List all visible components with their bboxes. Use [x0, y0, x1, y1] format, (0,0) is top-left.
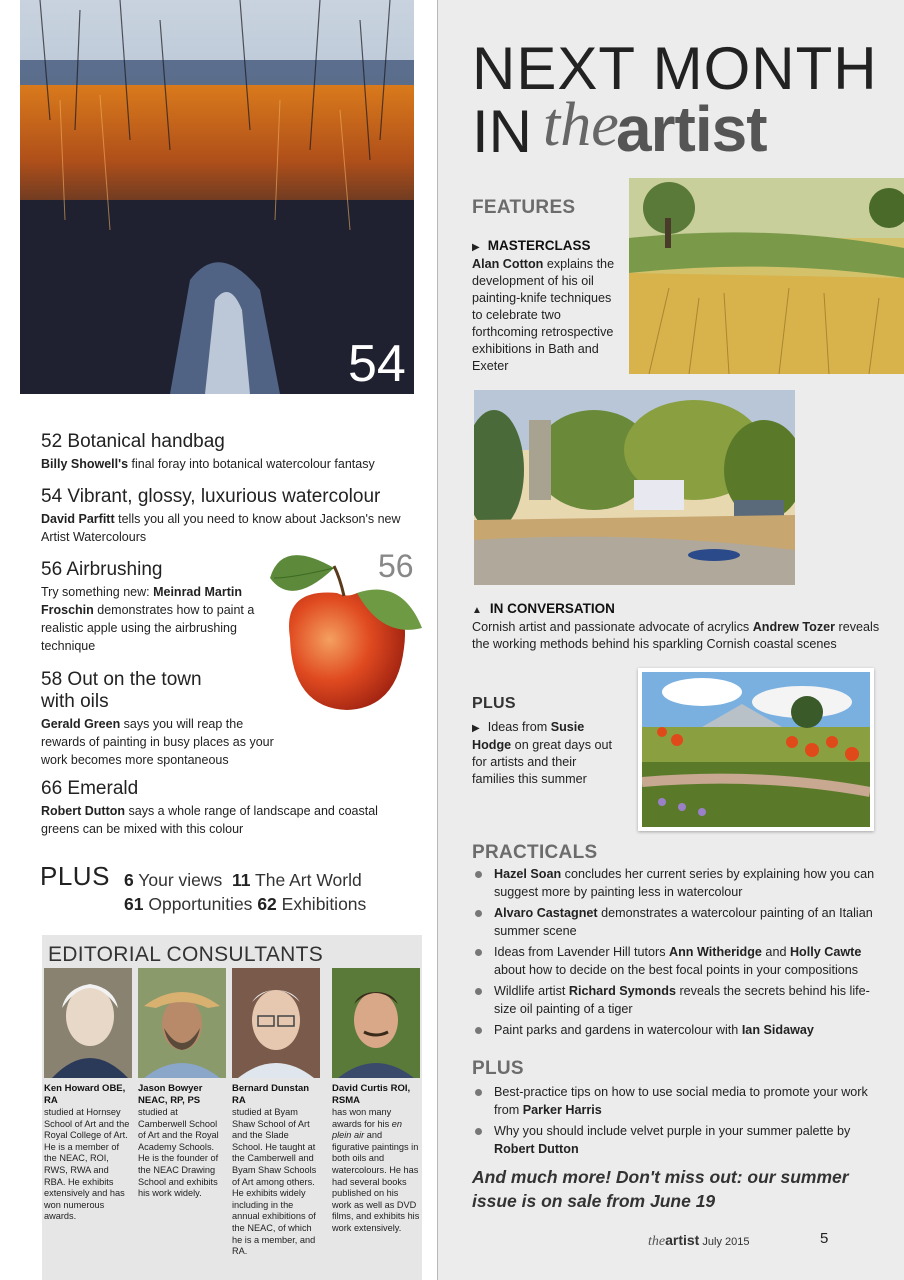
apple-painting: [262, 538, 432, 718]
list-item[interactable]: Paint parks and gardens in watercolour with Ian Sidaway: [472, 1022, 882, 1040]
title-in: IN: [472, 98, 532, 165]
features-heading: FEATURES: [472, 197, 576, 218]
toc-title: 58 Out on the town with oils: [41, 669, 202, 712]
toc-title: 56 Airbrushing: [41, 559, 163, 580]
closing-callout: And much more! Don't miss out: our summer issue is on sale from June 19: [472, 1167, 849, 1211]
toc-desc: David Parfitt tells you all you need to know about Jackson's new Artist Watercolours: [41, 512, 401, 544]
practicals-list: [472, 866, 882, 1044]
toc-title: 52 Botanical handbag: [41, 431, 225, 452]
triangle-up-icon: ▲: [472, 605, 482, 616]
toc-item-58[interactable]: [41, 669, 286, 769]
plus-heading-practicals: PLUS: [472, 1058, 524, 1079]
plus-list: 6 Your views 11 The Art World 61 Opportunities 62 Exhibitions: [124, 870, 367, 914]
masterclass-feature[interactable]: ▶ MASTERCLASS Alan Cotton explains the development of his oil painting-knife techniques to celebrate two forthcoming retrospective exhibitions in Bath and Exeter: [472, 238, 615, 373]
apple-page-badge: 56: [378, 548, 414, 584]
triangle-right-icon: ▶: [472, 242, 480, 253]
next-month-column: [438, 0, 904, 1280]
portrait-photo: [138, 968, 226, 1078]
list-item[interactable]: Alvaro Castagnet demonstrates a watercolour painting of an Italian summer scene: [472, 905, 882, 940]
toc-desc: Billy Showell's final foray into botanical watercolour fantasy: [41, 457, 375, 471]
practicals-heading: PRACTICALS: [472, 842, 598, 863]
toc-item-52[interactable]: [41, 431, 421, 473]
consultant-david-curtis: David Curtis ROI, RSMA has won many awards for his en plein air and figurative paintings in both oils and watercolours. He has had several books published on his work as well as DVD films, and exhibits his work extensively.: [332, 968, 420, 1235]
toc-item-66[interactable]: [41, 778, 401, 838]
toc-title: 66 Emerald: [41, 778, 139, 799]
contents-column: [0, 0, 437, 1280]
hero-painting: [20, 0, 414, 394]
list-item[interactable]: Wildlife artist Richard Symonds reveals the secrets behind his life-size oil painting of a tiger: [472, 983, 882, 1018]
consultant-jason-bowyer: Jason Bowyer NEAC, RP, PS studied at Camberwell School of Art and the Royal Academy Schools. He is the founder of the NEAC Drawing School and exhibits his work widely.: [138, 968, 226, 1200]
portrait-photo: [44, 968, 132, 1078]
toc-item-54[interactable]: [41, 486, 426, 546]
toc-desc: Try something new: Meinrad Martin Froschin demonstrates how to paint a realistic apple using the airbrushing technique: [41, 585, 255, 653]
next-month-title: NEXT MONTH: [472, 35, 878, 102]
list-item[interactable]: Why you should include velvet purple in your summer palette by Robert Dutton: [472, 1123, 882, 1158]
consultant-bernard-dunstan: Bernard Dunstan RA studied at Byam Shaw School of Art and the Slade School. He taught at the Camberwell and Byam Shaw Schools of Art among others. He exhibits widely including in the annual exhibitions of the NEAC, of which he is a member, and RA.: [232, 968, 320, 1258]
list-item[interactable]: Ideas from Lavender Hill tutors Ann Witheridge and Holly Cawte about how to decide on the best focal points in your compositions: [472, 944, 882, 979]
editorial-consultants: [42, 935, 422, 1280]
editorial-title: EDITORIAL CONSULTANTS: [48, 943, 324, 966]
footer-brand-the: the: [648, 1234, 666, 1249]
garden-photo: [638, 668, 874, 831]
consultant-ken-howard: Ken Howard OBE, RA studied at Hornsey School of Art and the Royal College of Art. He is a member of the NEAC, ROI, RWS, RWA and RBA. He exhibits extensively and has won numerous awards.: [44, 968, 132, 1223]
footer-brand-artist: artist: [665, 1232, 700, 1248]
toc-desc: Robert Dutton says a whole range of landscape and coastal greens can be mixed with this colour: [41, 804, 378, 836]
plus-heading-features: PLUS: [472, 695, 516, 712]
masterclass-painting: [629, 178, 904, 374]
page-number: 5: [820, 1230, 829, 1247]
portrait-photo: [332, 968, 420, 1078]
list-item[interactable]: Best-practice tips on how to use social media to promote your work from Parker Harris: [472, 1084, 882, 1119]
in-conversation-feature[interactable]: ▲ IN CONVERSATION Cornish artist and passionate advocate of acrylics Andrew Tozer reveals the working methods behind his sparkling Cornish coastal scenes: [472, 601, 880, 651]
toc-item-56[interactable]: [41, 559, 256, 655]
in-conversation-painting: [474, 390, 795, 585]
hero-page-badge: 54: [348, 335, 406, 393]
toc-desc: Gerald Green says you will reap the rewards of painting in busy places as your work becomes more spontaneous: [41, 717, 274, 767]
susie-hodge-feature[interactable]: ▶ Ideas from Susie Hodge on great days out for artists and their families this summer: [472, 720, 613, 786]
plus-label: PLUS: [40, 861, 110, 891]
footer-date: July 2015: [702, 1236, 750, 1248]
portrait-photo: [232, 968, 320, 1078]
triangle-right-icon: ▶: [472, 723, 480, 734]
title-the: the: [543, 91, 619, 159]
list-item[interactable]: Hazel Soan concludes her current series by explaining how you can suggest more by painting less in watercolour: [472, 866, 882, 901]
plus-list-practicals: [472, 1084, 882, 1162]
toc-title: 54 Vibrant, glossy, luxurious watercolour: [41, 486, 381, 507]
page-footer: [648, 1230, 829, 1250]
title-artist: artist: [616, 93, 767, 165]
